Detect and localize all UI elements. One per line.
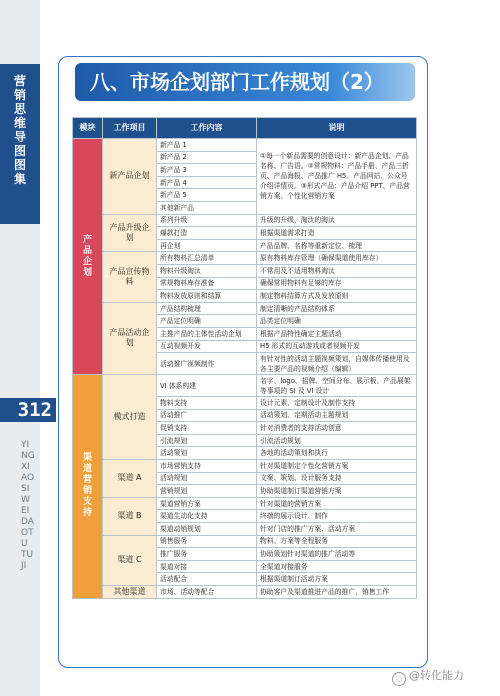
content-cell: 销售服务 bbox=[157, 535, 257, 548]
table-row bbox=[73, 497, 417, 510]
content-cell: 活动推广 bbox=[157, 409, 257, 422]
work-plan-table bbox=[72, 117, 417, 599]
table-row bbox=[73, 214, 417, 227]
chat-bubble-icon: ◌ bbox=[392, 672, 406, 686]
header-content: 工作内容 bbox=[157, 118, 257, 139]
note-new-product: ①每一个新品需要的创意设计：新产品企划、产品名称、广告语。②常规物料：产品手册、产品三折页、产品海报、产品推广 H5、产品网站、公众号介绍详情页。③形式产品：产品介绍 PPT、产品营销方案、个性化营销方案 bbox=[257, 139, 417, 215]
project-upgrade: 产品升级企划 bbox=[103, 214, 157, 252]
note-cell: 升级的升级，淘汰的淘汰 bbox=[257, 214, 417, 227]
content-cell: 所有物料汇总清单 bbox=[157, 252, 257, 265]
note-cell: 引流活动规划 bbox=[257, 434, 417, 447]
project-channel-c: 渠道 C bbox=[103, 535, 157, 585]
content-cell: VI 体系构建 bbox=[157, 375, 257, 397]
content-cell: 新产品 2 bbox=[157, 151, 257, 164]
note-cell: 根据渠道制订活动方案 bbox=[257, 573, 417, 586]
content-cell: 常规物料库存准备 bbox=[157, 277, 257, 290]
note-cell: 活动策划、定期活动主题规划 bbox=[257, 409, 417, 422]
note-cell: 确保常用物料有足够的库存 bbox=[257, 277, 417, 290]
content-cell: 市场营销支持 bbox=[157, 460, 257, 473]
content-cell: 市场、活动等配合 bbox=[157, 586, 257, 599]
content-cell: 互动视频开发 bbox=[157, 340, 257, 353]
header-project: 工作项目 bbox=[103, 118, 157, 139]
header-notes: 说明 bbox=[257, 118, 417, 139]
content-cell: 爆款打造 bbox=[157, 227, 257, 240]
content-cell: 产品结构梳理 bbox=[157, 302, 257, 315]
content-cell: 物料支持 bbox=[157, 397, 257, 410]
content-cell: 营销规划 bbox=[157, 485, 257, 498]
content-cell: 新产品 5 bbox=[157, 189, 257, 202]
section-tab-label: 营销思维导图图集 bbox=[13, 74, 26, 186]
note-cell: 终端的展示设计、制作 bbox=[257, 510, 417, 523]
note-cell: 针对门店的推广方案、活动方案 bbox=[257, 523, 417, 536]
content-cell: 活动配合 bbox=[157, 573, 257, 586]
note-cell: 根据产品特性确定主题活动 bbox=[257, 327, 417, 340]
content-cell: 活动推广视频制作 bbox=[157, 353, 257, 375]
content-cell: 渠道生动化支持 bbox=[157, 510, 257, 523]
table-row bbox=[73, 302, 417, 315]
table-header-row bbox=[73, 118, 417, 139]
table-row bbox=[73, 252, 417, 265]
note-cell: 名字、logo、招牌、空间分布、展示板、产品展架等事项的 SI 及 VI 设计 bbox=[257, 375, 417, 397]
content-cell: 新产品 1 bbox=[157, 139, 257, 152]
content-cell: 活动策划 bbox=[157, 447, 257, 460]
table-row bbox=[73, 460, 417, 473]
note-cell: 物料、方案等全程服务 bbox=[257, 535, 417, 548]
content-cell: 渠道动销规划 bbox=[157, 523, 257, 536]
content-cell: 新产品 4 bbox=[157, 176, 257, 189]
note-cell: 制定清晰的产品结构体系 bbox=[257, 302, 417, 315]
project-channel-a: 渠道 A bbox=[103, 460, 157, 498]
project-product-campaign: 产品活动企划 bbox=[103, 302, 157, 374]
header-module: 模块 bbox=[73, 118, 103, 139]
project-other-channel: 其他渠道 bbox=[103, 586, 157, 599]
content-cell: 引流规划 bbox=[157, 434, 257, 447]
note-cell: 产品品牌、名称等重新定位、梳理 bbox=[257, 239, 417, 252]
table-row bbox=[73, 375, 417, 397]
note-cell: 不常用及不适用物料淘汰 bbox=[257, 264, 417, 277]
note-cell: 协助客户及渠道推进产品的推广、销售工作 bbox=[257, 586, 417, 599]
content-cell: 再企划 bbox=[157, 239, 257, 252]
content-cell: 系列升级 bbox=[157, 214, 257, 227]
content-cell: 活动规划 bbox=[157, 472, 257, 485]
note-cell: 制定物料结算方式及发放原则 bbox=[257, 290, 417, 303]
note-cell: 品类定位明确 bbox=[257, 315, 417, 328]
watermark bbox=[392, 667, 464, 686]
note-cell: 文案、策划、设计服务支持 bbox=[257, 472, 417, 485]
note-cell: 设计元素、定制设计及制作支持 bbox=[257, 397, 417, 410]
content-cell: 新产品 3 bbox=[157, 164, 257, 177]
watermark-text: @转化能力 bbox=[409, 669, 464, 682]
note-cell: 根据渠道需求打造 bbox=[257, 227, 417, 240]
content-cell: 推广服务 bbox=[157, 548, 257, 561]
project-new-product: 新产品企划 bbox=[103, 139, 157, 215]
note-cell: 协助渠道制订渠道营销方案 bbox=[257, 485, 417, 498]
table-row bbox=[73, 535, 417, 548]
content-cell: 物料发放原则和结算 bbox=[157, 290, 257, 303]
module-channel-support: 渠道营销支持 bbox=[73, 375, 103, 599]
page-number: 312 bbox=[0, 398, 56, 422]
page-title: 八、市场企划部门工作规划（2） bbox=[90, 70, 384, 94]
project-channel-b: 渠道 B bbox=[103, 497, 157, 535]
table-row bbox=[73, 586, 417, 599]
note-cell: H5 形式的互动游戏或者视频开发 bbox=[257, 340, 417, 353]
note-cell: 原有物料库存管理（确保渠道使用库存） bbox=[257, 252, 417, 265]
note-cell: 协助策划针对渠道的推广活动等 bbox=[257, 548, 417, 561]
content-cell: 渠道对接 bbox=[157, 560, 257, 573]
content-cell: 主推产品的主体性活动企划 bbox=[157, 327, 257, 340]
table-row bbox=[73, 139, 417, 152]
note-cell: 全渠道对接服务 bbox=[257, 560, 417, 573]
note-cell: 有针对性的活动主题视频策划，自媒体传播使用及各主要产品的视频介绍（编辑） bbox=[257, 353, 417, 375]
book-title-vertical: YINGXIAO SIWEI DAOTU TUJI bbox=[21, 440, 35, 571]
module-product-planning: 产品企划 bbox=[73, 139, 103, 375]
project-promo-materials: 产品宣传物料 bbox=[103, 252, 157, 302]
content-cell: 渠道营销方案 bbox=[157, 497, 257, 510]
content-cell: 促销支持 bbox=[157, 422, 257, 435]
note-cell: 针对渠道的营销方案 bbox=[257, 497, 417, 510]
note-cell: 各地的活动策划和执行 bbox=[257, 447, 417, 460]
note-cell: 针对消费者的支持活动创意 bbox=[257, 422, 417, 435]
content-cell: 物料升级淘汰 bbox=[157, 264, 257, 277]
note-cell: 针对渠道制定个性化营销方案 bbox=[257, 460, 417, 473]
content-cell: 产品定位明确 bbox=[157, 315, 257, 328]
content-cell: 其他新产品 bbox=[157, 201, 257, 214]
project-model-building: 模式打造 bbox=[103, 375, 157, 460]
